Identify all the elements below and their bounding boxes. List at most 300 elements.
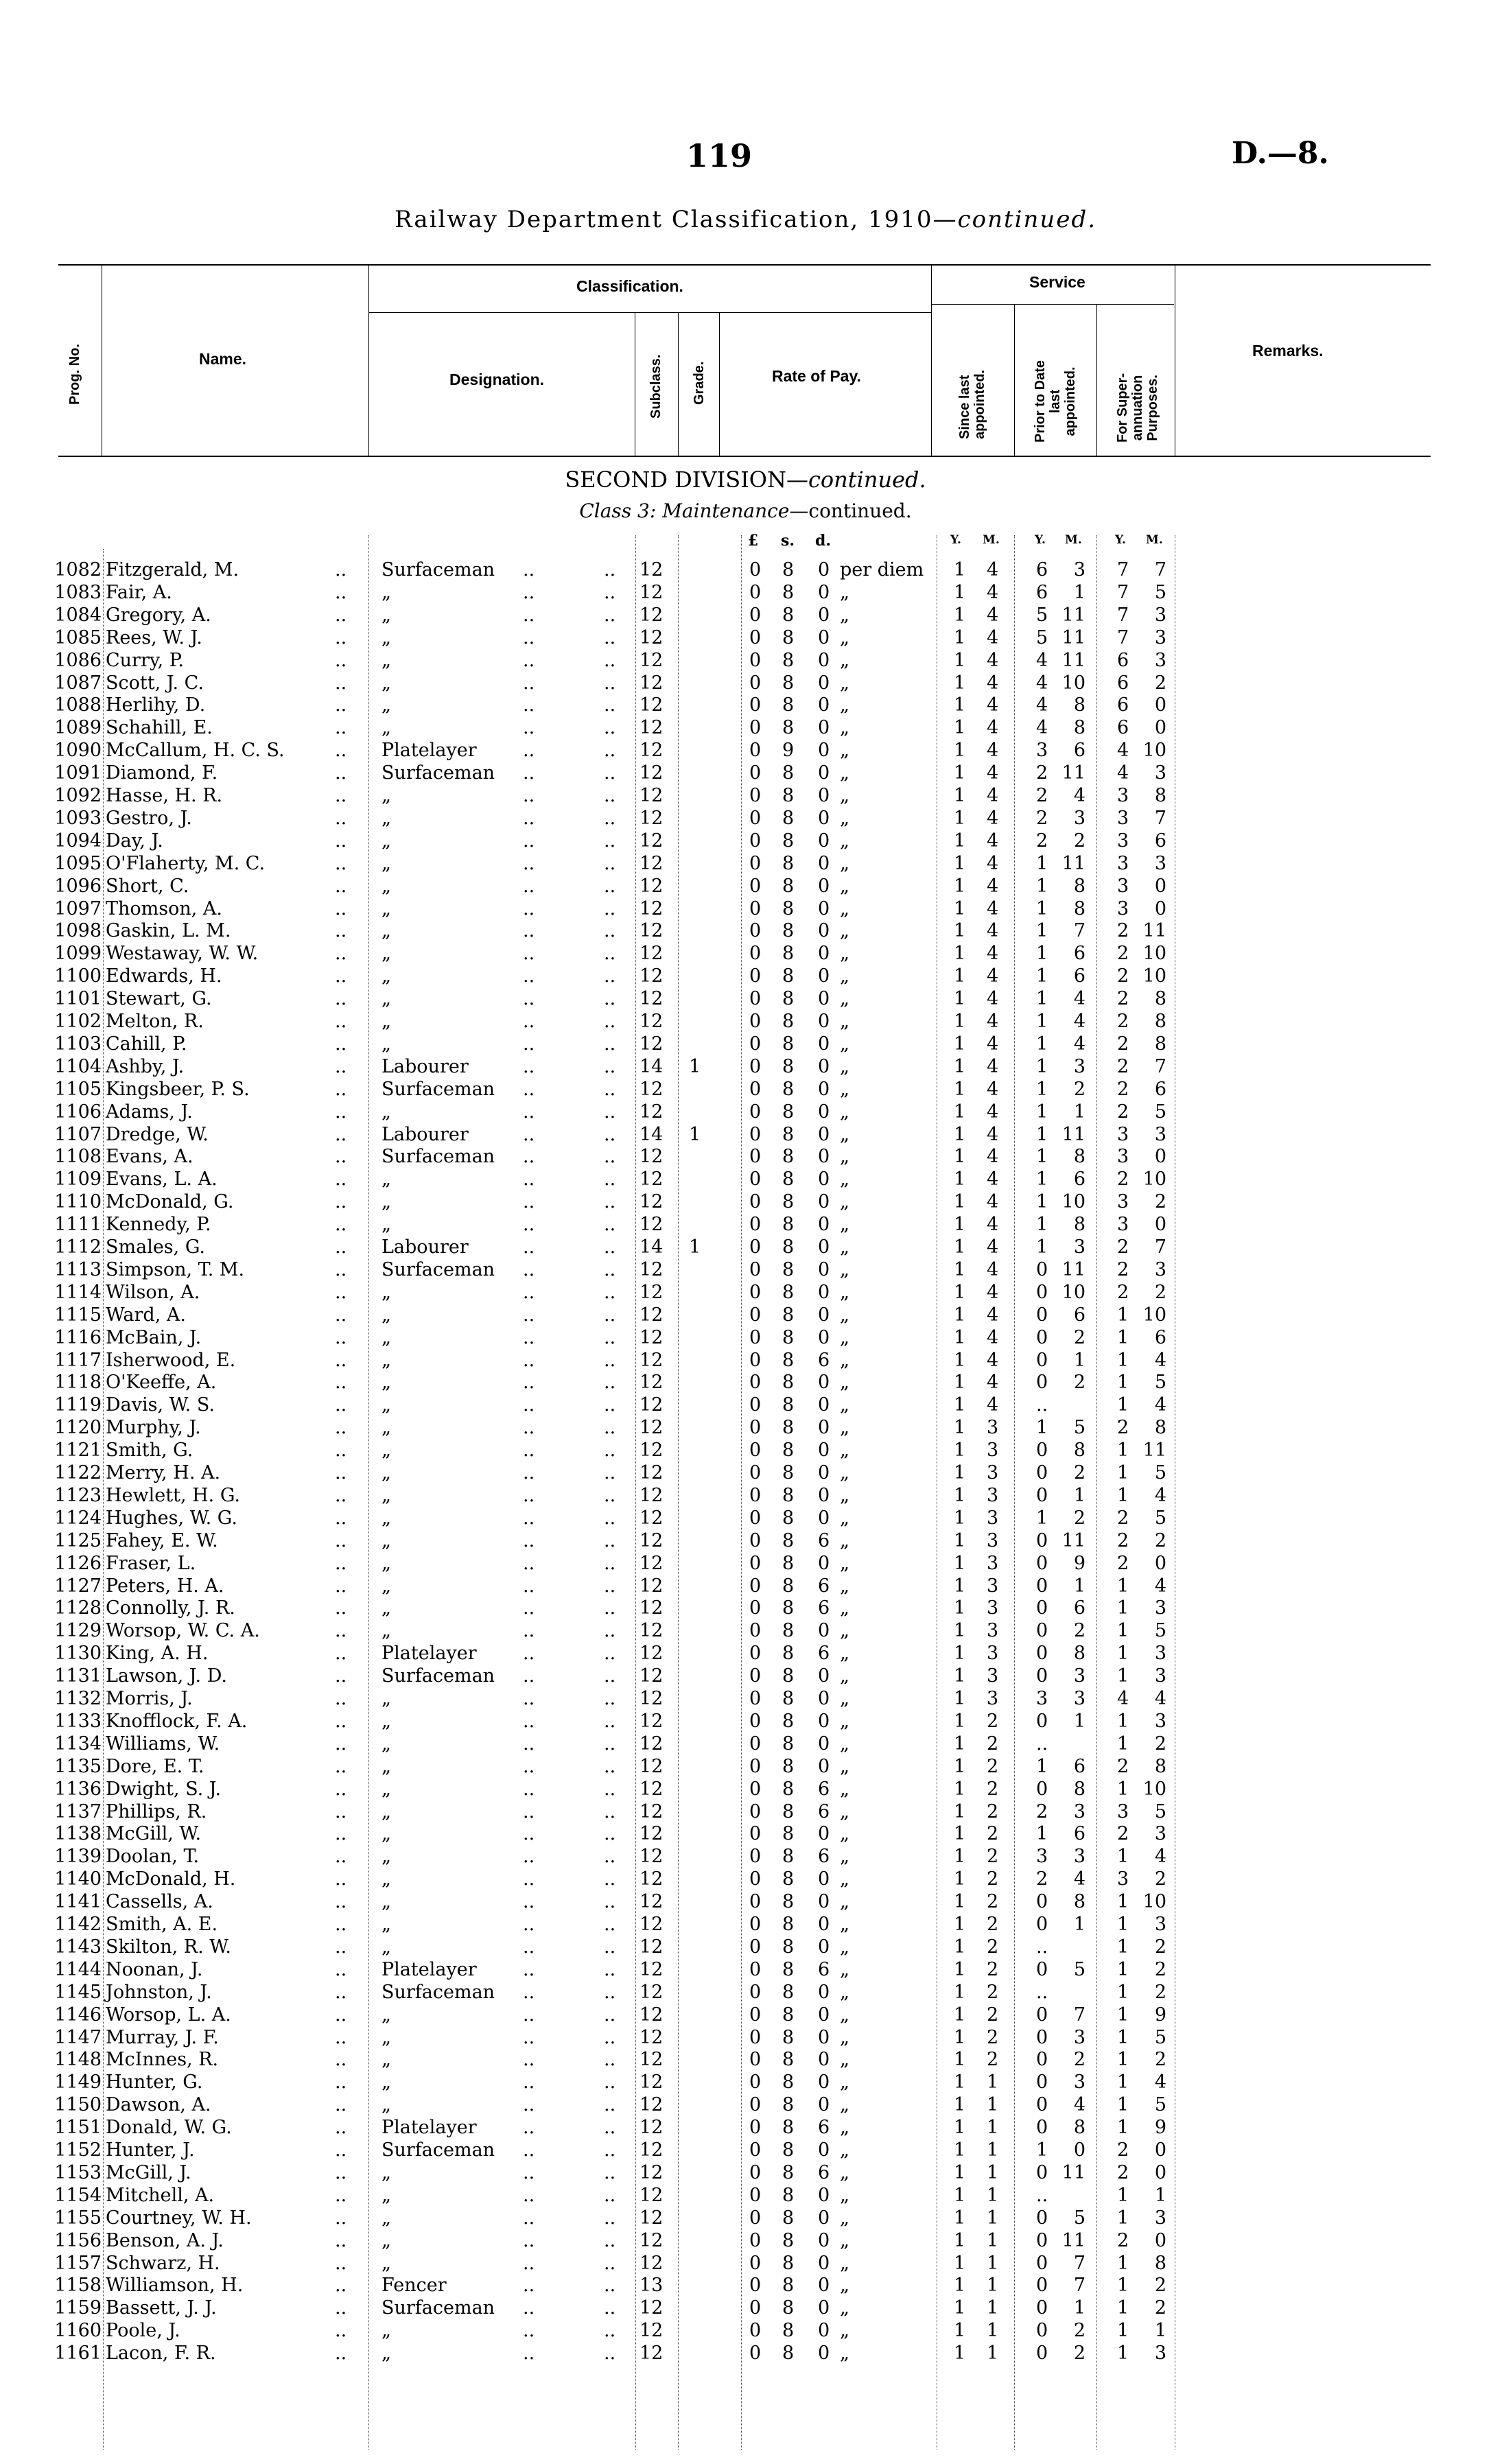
prog-no: 1151 <box>54 2117 102 2139</box>
pay-pounds: 0 <box>749 1281 762 1303</box>
since-last-years: 1 <box>954 1823 966 1845</box>
designation: „ <box>381 1033 391 1055</box>
prog-no: 1113 <box>54 1258 102 1280</box>
staff-name: Connolly, J. R. <box>106 1597 235 1619</box>
leader-dots: .. <box>604 785 616 806</box>
prior-years: 0 <box>1036 1643 1048 1665</box>
pay-period: per diem <box>840 559 924 580</box>
pay-shillings: 8 <box>782 1011 795 1032</box>
super-years: 3 <box>1117 1146 1129 1168</box>
prog-no: 1111 <box>54 1214 102 1236</box>
subclass: 12 <box>639 626 664 648</box>
since-last-years: 1 <box>954 1620 966 1642</box>
table-row <box>0 1485 1491 1507</box>
pay-period: „ <box>840 1914 849 1935</box>
super-years: 2 <box>1117 965 1129 987</box>
table-row <box>0 1304 1491 1327</box>
pay-pence: 0 <box>818 2072 830 2093</box>
subclass: 12 <box>639 965 664 987</box>
subclass: 12 <box>639 1372 664 1394</box>
leader-dots: .. <box>335 1372 347 1394</box>
pay-period: „ <box>840 2320 849 2342</box>
pay-pence: 0 <box>818 1078 830 1100</box>
leader-dots: .. <box>523 943 535 965</box>
page-title <box>0 206 1491 233</box>
leader-dots: .. <box>335 1868 347 1890</box>
since-last-months: 4 <box>987 875 999 897</box>
leader-dots: .. <box>604 1033 616 1055</box>
subclass: 12 <box>639 1078 664 1100</box>
since-last-months: 4 <box>987 1078 999 1100</box>
subclass: 14 <box>639 1236 664 1258</box>
prior-years: 3 <box>1036 1688 1048 1709</box>
subclass: 12 <box>639 717 664 739</box>
leader-dots: .. <box>604 1214 616 1236</box>
since-last-months: 4 <box>987 1123 999 1145</box>
leader-dots: .. <box>604 1733 616 1755</box>
leader-dots: .. <box>335 2004 347 2026</box>
pay-period: „ <box>840 1055 849 1077</box>
staff-name: Edwards, H. <box>106 965 222 987</box>
pay-pence: 6 <box>818 1778 830 1800</box>
prog-no: 1136 <box>54 1778 102 1800</box>
prog-no: 1104 <box>54 1055 102 1077</box>
pay-period: „ <box>840 2343 849 2365</box>
prior-years: 0 <box>1036 2297 1048 2319</box>
pay-shillings: 8 <box>782 1123 795 1145</box>
super-months: 2 <box>1154 1281 1166 1303</box>
pay-pence: 0 <box>818 1011 830 1032</box>
header-subclass: Subclass. <box>648 354 664 419</box>
staff-name: Dore, E. T. <box>106 1755 204 1777</box>
pay-shillings: 8 <box>782 2229 795 2251</box>
since-last-months: 1 <box>987 2343 999 2365</box>
leader-dots: .. <box>523 1101 535 1123</box>
prog-no: 1135 <box>54 1755 102 1777</box>
pay-pence: 0 <box>818 1440 830 1462</box>
staff-name: Fitzgerald, M. <box>106 559 239 580</box>
super-years: 1 <box>1117 2252 1129 2274</box>
leader-dots: .. <box>604 1146 616 1168</box>
subclass: 12 <box>639 1304 664 1326</box>
leader-dots: .. <box>335 2094 347 2116</box>
header-prior-line-1: Prior to Date <box>1033 360 1048 443</box>
pay-shillings: 8 <box>782 1417 795 1439</box>
table-row <box>0 605 1491 627</box>
table-row <box>0 830 1491 853</box>
prog-no: 1129 <box>54 1620 102 1642</box>
prior-years: 0 <box>1036 1372 1048 1394</box>
pay-pounds: 0 <box>749 2229 762 2251</box>
leader-dots: .. <box>523 920 535 942</box>
super-years: 3 <box>1117 807 1129 829</box>
designation: „ <box>381 1462 391 1483</box>
prior-years: 0 <box>1036 1710 1048 1732</box>
prog-no: 1156 <box>54 2229 102 2251</box>
since-last-months: 4 <box>987 1281 999 1303</box>
pay-shillings: 8 <box>782 1733 795 1755</box>
prog-no: 1141 <box>54 1891 102 1913</box>
pay-pence: 0 <box>818 2297 830 2319</box>
table-row <box>0 2253 1491 2275</box>
pay-shillings: 8 <box>782 1914 795 1935</box>
pay-pence: 0 <box>818 1123 830 1145</box>
staff-name: Melton, R. <box>106 1011 204 1032</box>
unit-y1: Y. <box>950 533 961 547</box>
prior-years: 4 <box>1036 717 1048 739</box>
designation: „ <box>381 1597 391 1619</box>
pay-pence: 0 <box>818 1462 830 1483</box>
super-months: 5 <box>1154 1507 1166 1529</box>
pay-pence: 0 <box>818 1665 830 1687</box>
prior-months: 10 <box>1061 672 1085 694</box>
pay-period: „ <box>840 1326 849 1348</box>
leader-dots: .. <box>335 1101 347 1123</box>
pay-pence: 6 <box>818 1800 830 1822</box>
prog-no: 1146 <box>54 2004 102 2026</box>
designation: „ <box>381 1755 391 1777</box>
prior-months: 6 <box>1073 1597 1085 1619</box>
leader-dots: .. <box>523 626 535 648</box>
super-years: 2 <box>1117 1011 1129 1032</box>
header-super-line-3: Purposes. <box>1145 375 1160 441</box>
pay-pounds: 0 <box>749 1101 762 1123</box>
subclass: 12 <box>639 1958 664 1980</box>
leader-dots: .. <box>604 1846 616 1868</box>
table-row <box>0 1643 1491 1665</box>
staff-name: Courtney, W. H. <box>106 2207 252 2229</box>
prior-years: 0 <box>1036 1462 1048 1483</box>
leader-dots: .. <box>335 1258 347 1280</box>
prior-months: 4 <box>1073 1011 1085 1032</box>
pay-period: „ <box>840 1462 849 1483</box>
prior-years: 1 <box>1036 1755 1048 1777</box>
staff-name: Merry, H. A. <box>106 1462 221 1483</box>
prior-months: 6 <box>1073 943 1085 965</box>
prior-years: 2 <box>1036 1868 1048 1890</box>
since-last-months: 4 <box>987 626 999 648</box>
super-years: 1 <box>1117 2343 1129 2365</box>
super-years: 1 <box>1117 1326 1129 1348</box>
pay-pence: 6 <box>818 1643 830 1665</box>
table-row <box>0 1462 1491 1485</box>
super-months: 8 <box>1154 1417 1166 1439</box>
staff-name: Hewlett, H. G. <box>106 1484 241 1506</box>
leader-dots: .. <box>335 2207 347 2229</box>
pay-period: „ <box>840 1078 849 1100</box>
since-last-years: 1 <box>954 897 966 919</box>
super-months: 0 <box>1154 2229 1166 2251</box>
since-last-months: 4 <box>987 785 999 806</box>
prog-no: 1087 <box>54 672 102 694</box>
subclass: 12 <box>639 740 664 762</box>
designation: „ <box>381 717 391 739</box>
prog-no: 1094 <box>54 830 102 852</box>
prior-months: 3 <box>1073 1236 1085 1258</box>
super-months: 3 <box>1154 852 1166 874</box>
subclass: 12 <box>639 1146 664 1168</box>
subclass: 12 <box>639 694 664 716</box>
pay-shillings: 8 <box>782 920 795 942</box>
super-years: 1 <box>1117 1891 1129 1913</box>
since-last-years: 1 <box>954 604 966 626</box>
prior-months: 11 <box>1061 1258 1085 1280</box>
pay-pounds: 0 <box>749 717 762 739</box>
pay-pounds: 0 <box>749 1440 762 1462</box>
leader-dots: .. <box>335 1778 347 1800</box>
prior-months: 8 <box>1073 897 1085 919</box>
prog-no: 1085 <box>54 626 102 648</box>
col-divider <box>1014 304 1015 456</box>
prior-months: 2 <box>1073 830 1085 852</box>
pay-pence: 0 <box>818 672 830 694</box>
prior-years: 1 <box>1036 1191 1048 1213</box>
since-last-years: 1 <box>954 581 966 603</box>
pay-period: „ <box>840 1123 849 1145</box>
designation: „ <box>381 1101 391 1123</box>
leader-dots: .. <box>604 1665 616 1687</box>
pay-period: „ <box>840 1778 849 1800</box>
designation: Platelayer <box>381 1958 477 1980</box>
pay-shillings: 8 <box>782 1372 795 1394</box>
pay-shillings: 8 <box>782 1643 795 1665</box>
leader-dots: .. <box>335 1236 347 1258</box>
super-months: 8 <box>1154 785 1166 806</box>
subclass: 12 <box>639 2117 664 2139</box>
staff-name: Scott, J. C. <box>106 672 204 694</box>
leader-dots: .. <box>604 1507 616 1529</box>
prior-months: 2 <box>1073 1078 1085 1100</box>
pay-shillings: 8 <box>782 1958 795 1980</box>
pay-pence: 0 <box>818 2229 830 2251</box>
staff-name: Smith, A. E. <box>106 1914 218 1935</box>
super-months: 8 <box>1154 988 1166 1010</box>
leader-dots: .. <box>523 1800 535 1822</box>
subclass: 12 <box>639 2004 664 2026</box>
leader-dots: .. <box>523 1665 535 1687</box>
prior-months: 4 <box>1073 1868 1085 1890</box>
pay-period: „ <box>840 1304 849 1326</box>
super-years: 4 <box>1117 1688 1129 1709</box>
pay-pence: 0 <box>818 1552 830 1574</box>
prior-years: 1 <box>1036 965 1048 987</box>
unit-m2: M. <box>1065 533 1082 547</box>
since-last-years: 1 <box>954 2117 966 2139</box>
staff-name: Simpson, T. M. <box>106 1258 245 1280</box>
pay-pence: 0 <box>818 1417 830 1439</box>
pay-shillings: 8 <box>782 1440 795 1462</box>
leader-dots: .. <box>335 1529 347 1551</box>
unit-m3: M. <box>1146 533 1163 547</box>
leader-dots: .. <box>604 1710 616 1732</box>
pay-shillings: 8 <box>782 943 795 965</box>
leader-dots: .. <box>335 1169 347 1190</box>
leader-dots: .. <box>604 988 616 1010</box>
leader-dots: .. <box>335 1552 347 1574</box>
leader-dots: .. <box>604 2297 616 2319</box>
pay-pence: 0 <box>818 1101 830 1123</box>
super-months: 3 <box>1154 2207 1166 2229</box>
leader-dots: .. <box>604 1778 616 1800</box>
staff-name: Benson, A. J. <box>106 2229 224 2251</box>
staff-name: Davis, W. S. <box>106 1394 215 1416</box>
super-years: 1 <box>1117 2117 1129 2139</box>
pay-shillings: 8 <box>782 785 795 806</box>
prior-years: 0 <box>1036 1575 1048 1597</box>
prior-years: 0 <box>1036 1440 1048 1462</box>
super-years: 2 <box>1117 2161 1129 2183</box>
pay-pence: 0 <box>818 1891 830 1913</box>
super-months: 2 <box>1154 1868 1166 1890</box>
header-service: Service <box>1029 273 1085 291</box>
prior-years: 0 <box>1036 1304 1048 1326</box>
designation: Surfaceman <box>381 559 495 580</box>
pay-shillings: 8 <box>782 1868 795 1890</box>
pay-pounds: 0 <box>749 1688 762 1709</box>
pay-pounds: 0 <box>749 2252 762 2274</box>
pay-pence: 0 <box>818 2343 830 2365</box>
designation: „ <box>381 1191 391 1213</box>
prior-years: 0 <box>1036 2094 1048 2116</box>
prog-no: 1138 <box>54 1823 102 1845</box>
subclass: 12 <box>639 2094 664 2116</box>
super-months: 3 <box>1154 1710 1166 1732</box>
super-years: 7 <box>1117 559 1129 580</box>
super-years: 1 <box>1117 1846 1129 1868</box>
since-last-months: 1 <box>987 2139 999 2161</box>
prior-years: 5 <box>1036 626 1048 648</box>
pay-pounds: 0 <box>749 1868 762 1890</box>
subclass: 12 <box>639 1394 664 1416</box>
super-years: 2 <box>1117 920 1129 942</box>
col-divider <box>678 312 679 456</box>
subclass: 12 <box>639 672 664 694</box>
pay-shillings: 8 <box>782 1304 795 1326</box>
page-title-continued: continued. <box>957 206 1097 233</box>
leader-dots: .. <box>523 1552 535 1574</box>
super-months: 0 <box>1154 875 1166 897</box>
staff-name: Adams, J. <box>106 1101 193 1123</box>
since-last-months: 4 <box>987 1372 999 1394</box>
super-years: 1 <box>1117 1349 1129 1371</box>
super-months: 4 <box>1154 2072 1166 2093</box>
subclass: 12 <box>639 1033 664 1055</box>
prior-years: 1 <box>1036 1507 1048 1529</box>
class-prefix: Class 3: <box>579 500 663 522</box>
subclass: 13 <box>639 2275 664 2297</box>
leader-dots: .. <box>604 2139 616 2161</box>
leader-dots: .. <box>604 1981 616 2003</box>
leader-dots: .. <box>523 2139 535 2161</box>
table-row <box>0 1846 1491 1868</box>
pay-period: „ <box>840 2297 849 2319</box>
super-years: 1 <box>1117 1575 1129 1597</box>
table-row <box>0 1597 1491 1620</box>
pay-shillings: 8 <box>782 1281 795 1303</box>
subclass: 12 <box>639 2072 664 2093</box>
super-years: 1 <box>1117 2275 1129 2297</box>
prior-years: 2 <box>1036 830 1048 852</box>
leader-dots: .. <box>335 1710 347 1732</box>
pay-period: „ <box>840 2275 849 2297</box>
header-since-last-text: Since last appointed. <box>957 369 987 439</box>
leader-dots: .. <box>604 2343 616 2365</box>
subclass: 12 <box>639 1484 664 1506</box>
super-months: 8 <box>1154 1033 1166 1055</box>
since-last-months: 2 <box>987 1914 999 1935</box>
pay-period: „ <box>840 717 849 739</box>
table-row <box>0 1124 1491 1147</box>
table-row <box>0 1417 1491 1440</box>
pay-period: „ <box>840 1394 849 1416</box>
super-months: 2 <box>1154 2297 1166 2319</box>
pay-pence: 0 <box>818 1169 830 1190</box>
designation: „ <box>381 672 391 694</box>
pay-pence: 0 <box>818 1914 830 1935</box>
pay-shillings: 8 <box>782 2049 795 2071</box>
pay-pence: 0 <box>818 1688 830 1709</box>
pay-pence: 0 <box>818 2094 830 2116</box>
super-years: 1 <box>1117 2004 1129 2026</box>
subclass: 12 <box>639 1507 664 1529</box>
leader-dots: .. <box>604 1643 616 1665</box>
prog-no: 1086 <box>54 649 102 671</box>
since-last-months: 4 <box>987 604 999 626</box>
super-years: 1 <box>1117 1665 1129 1687</box>
leader-dots: .. <box>604 1349 616 1371</box>
pay-shillings: 8 <box>782 1529 795 1551</box>
prior-months: 6 <box>1073 1304 1085 1326</box>
super-months: 2 <box>1154 1936 1166 1958</box>
pay-pounds: 0 <box>749 1146 762 1168</box>
leader-dots: .. <box>523 1914 535 1935</box>
grade: 1 <box>689 1055 701 1077</box>
pay-period: „ <box>840 1710 849 1732</box>
table-row <box>0 1733 1491 1756</box>
pay-pence: 0 <box>818 920 830 942</box>
pay-pounds: 0 <box>749 875 762 897</box>
leader-dots: .. <box>523 1078 535 1100</box>
leader-dots: .. <box>335 2252 347 2274</box>
super-years: 2 <box>1117 1055 1129 1077</box>
pay-shillings: 8 <box>782 581 795 603</box>
since-last-years: 1 <box>954 1710 966 1732</box>
since-last-months: 1 <box>987 2229 999 2251</box>
pay-pounds: 0 <box>749 2072 762 2093</box>
super-years: 1 <box>1117 1597 1129 1619</box>
leader-dots: .. <box>523 1507 535 1529</box>
super-months: 2 <box>1154 1733 1166 1755</box>
since-last-years: 1 <box>954 965 966 987</box>
super-years: 1 <box>1117 1958 1129 1980</box>
super-years: 3 <box>1117 830 1129 852</box>
leader-dots: .. <box>604 1169 616 1190</box>
leader-dots: .. <box>604 1914 616 1935</box>
since-last-years: 1 <box>954 1394 966 1416</box>
designation: „ <box>381 1733 391 1755</box>
prog-no: 1144 <box>54 1958 102 1980</box>
pay-shillings: 8 <box>782 1507 795 1529</box>
leader-dots: .. <box>604 1755 616 1777</box>
staff-name: McDonald, H. <box>106 1868 236 1890</box>
subclass: 12 <box>639 1733 664 1755</box>
staff-name: King, A. H. <box>106 1643 209 1665</box>
leader-dots: .. <box>604 2320 616 2342</box>
pay-pence: 0 <box>818 1281 830 1303</box>
leader-dots: .. <box>604 1552 616 1574</box>
leader-dots: .. <box>604 717 616 739</box>
designation: „ <box>381 2049 391 2071</box>
